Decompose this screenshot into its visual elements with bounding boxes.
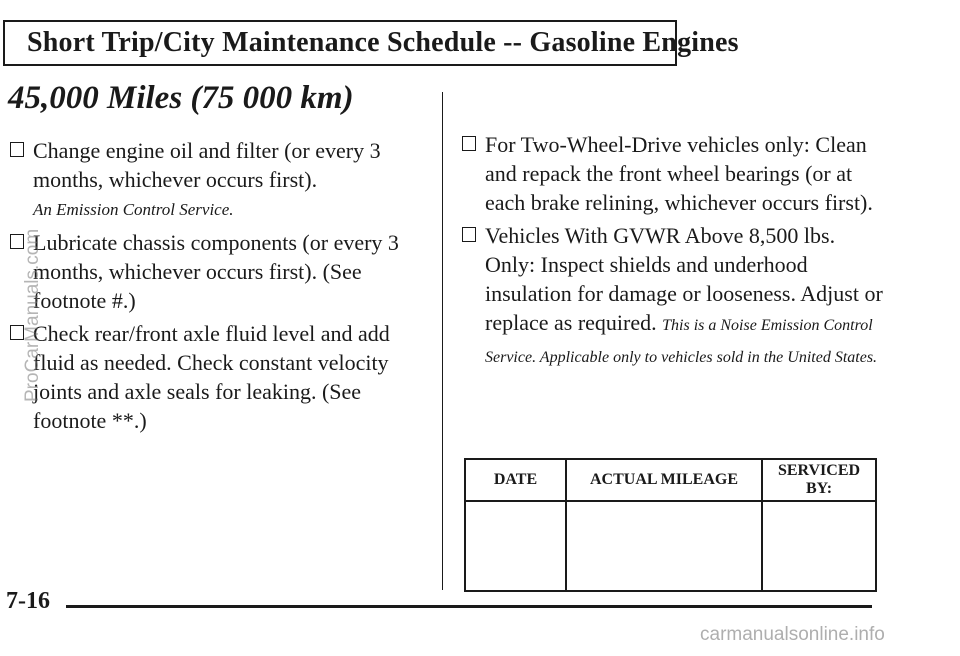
column-divider — [442, 92, 443, 590]
page-title: Short Trip/City Maintenance Schedule -- Gasoline Engines — [3, 20, 677, 66]
actual-mileage-header: ACTUAL MILEAGE — [566, 459, 762, 501]
checklist-item — [460, 130, 890, 217]
checklist-item-text: Lubricate chassis components (or every 3 months, whichever occurs first). (See footnote #.) — [33, 230, 399, 313]
checkbox-icon — [462, 227, 476, 242]
noise-emission-note: This is a Noise Emission Control Service. Applicable only to vehicles sold in the United States. — [485, 317, 878, 366]
checklist-item-text: Change engine oil and filter (or every 3 months, whichever occurs first). — [33, 138, 381, 192]
date-cell[interactable] — [465, 501, 566, 591]
table-row — [465, 501, 876, 591]
checklist-item-text: Vehicles With GVWR Above 8,500 lbs. Only: Inspect shields and underhood insulation for damage or looseness. Adjust or replace as required. — [485, 223, 883, 335]
checkbox-icon — [10, 142, 24, 157]
checkbox-icon — [462, 136, 476, 151]
emission-note: An Emission Control Service. — [33, 200, 234, 219]
side-watermark: ProCarManuals.com — [22, 228, 43, 402]
service-log-table — [464, 458, 877, 592]
checklist-item — [460, 221, 890, 372]
right-column — [460, 130, 890, 376]
date-header: DATE — [465, 459, 566, 501]
checklist-item — [8, 319, 423, 435]
checklist-item-text: Check rear/front axle fluid level and add fluid as needed. Check constant velocity joints and axle seals for leaking. (See footnote **.) — [33, 321, 390, 433]
left-column — [8, 136, 423, 439]
footer-rule — [66, 605, 872, 608]
serviced-by-cell[interactable] — [762, 501, 876, 591]
checklist-item — [8, 228, 423, 315]
bottom-watermark: carmanualsonline.info — [700, 624, 885, 645]
mileage-cell[interactable] — [566, 501, 762, 591]
page-number: 7-16 — [6, 588, 50, 614]
mileage-heading: 45,000 Miles (75 000 km) — [8, 80, 354, 116]
checklist-item-text: For Two-Wheel-Drive vehicles only: Clean and repack the front wheel bearings (or at each brake relining, whichever occurs first). — [485, 132, 873, 215]
checklist-item — [8, 136, 423, 194]
serviced-by-header: SERVICED BY: — [762, 459, 876, 501]
